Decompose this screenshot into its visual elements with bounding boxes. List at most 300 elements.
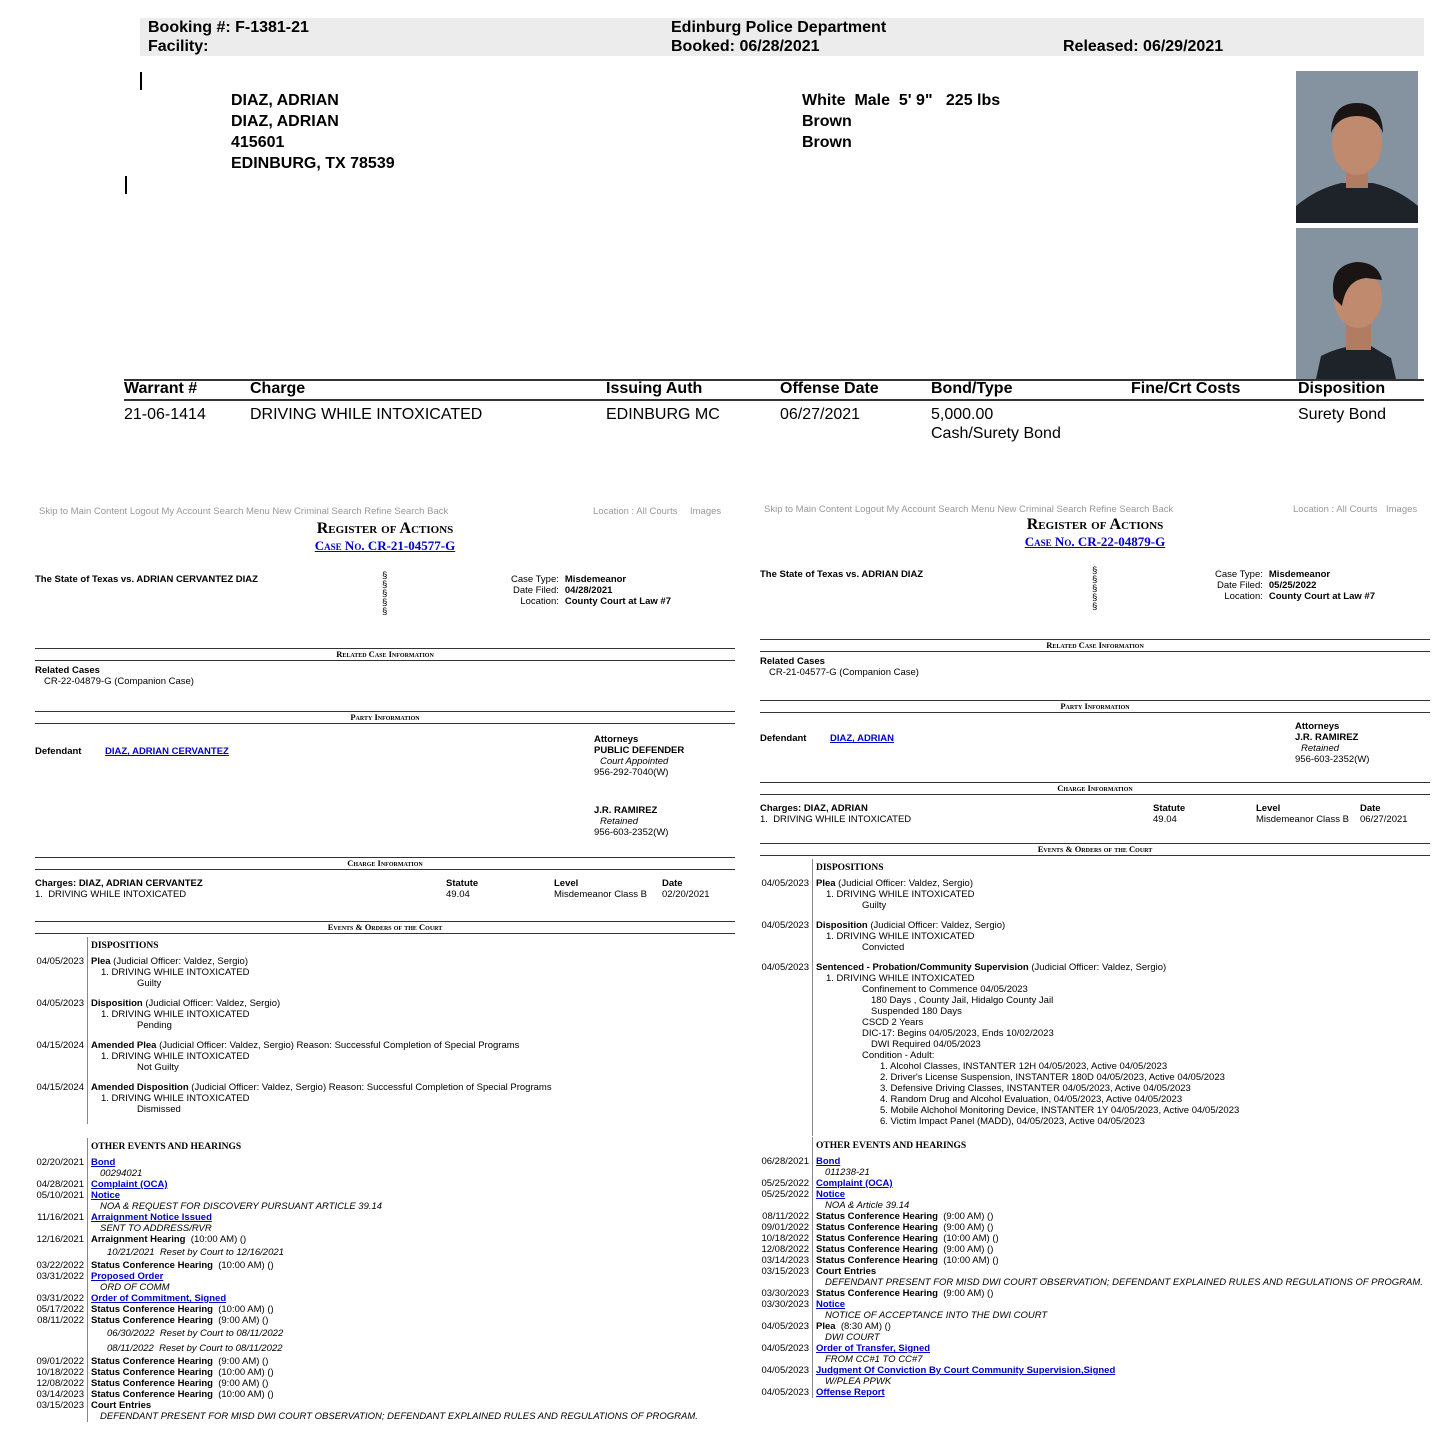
disposition-row: [35, 1040, 735, 1082]
disposition-title: Plea: [816, 878, 836, 889]
event-note: NOTICE OF ACCEPTANCE INTO THE DWI COURT: [825, 1310, 1048, 1321]
event-time: (9:00 AM) (): [212, 1315, 269, 1326]
race: White: [802, 92, 846, 109]
event-body: [812, 1255, 1430, 1266]
disposition-title-line: [91, 998, 735, 1009]
event-row: [35, 1356, 735, 1367]
disposition-body: [87, 1082, 735, 1124]
event-row: [760, 1365, 1430, 1387]
charge-level: Misdemeanor Class B: [554, 889, 647, 900]
disposition-date: 04/15/2024: [36, 1040, 84, 1051]
event-time: (9:00 AM) (): [937, 1211, 994, 1222]
events-heading: Events & Orders of the Court: [35, 921, 735, 934]
disposition-title: Amended Plea: [91, 1040, 157, 1051]
disposition-title: Disposition: [816, 920, 868, 931]
event-title-line: [91, 1293, 735, 1304]
event-date: 02/20/2021: [36, 1157, 84, 1168]
date-filed-label: Date Filed:: [512, 585, 559, 596]
dispositions-body: [87, 937, 735, 956]
images-link[interactable]: Images: [1386, 504, 1418, 515]
defendant-label: Defendant: [760, 733, 807, 744]
spacer: [760, 859, 812, 878]
event-row: [760, 1343, 1430, 1365]
attorneys-label: Attorneys: [594, 734, 639, 745]
event-date: 04/28/2021: [36, 1179, 84, 1190]
case-type-value: Misdemeanor: [1268, 569, 1331, 580]
event-date: 05/17/2022: [36, 1304, 84, 1315]
event-date: 03/22/2022: [36, 1260, 84, 1271]
event-link[interactable]: Judgment Of Conviction By Court Community Supervision,Signed: [816, 1365, 1116, 1376]
disposition-line: Guilty: [862, 900, 887, 911]
event-title-line: [816, 1189, 1430, 1200]
event-date: 03/31/2022: [36, 1293, 84, 1304]
disposition-title-line: [91, 1040, 735, 1051]
charge-name: 1. DRIVING WHILE INTOXICATED: [35, 889, 187, 900]
issuing-auth: EDINBURG MC: [606, 406, 720, 423]
other-events-body: [812, 1137, 1430, 1156]
event-row: [760, 1189, 1430, 1211]
case-type-value: Misdemeanor: [564, 574, 627, 585]
height: 5' 9": [898, 92, 933, 109]
disposition-line: Guilty: [137, 978, 162, 989]
event-row: [35, 1190, 735, 1212]
event-time: (9:00 AM) (): [212, 1356, 269, 1367]
event-body: [87, 1356, 735, 1367]
event-link[interactable]: Proposed Order: [91, 1271, 164, 1282]
event-note: SENT TO ADDRESS/RVR: [100, 1223, 212, 1234]
charge: DRIVING WHILE INTOXICATED: [250, 406, 483, 423]
event-title: Status Conference Hearing: [816, 1244, 938, 1255]
eye-color: Brown: [802, 134, 852, 151]
facility-label: Facility:: [148, 38, 209, 55]
event-title-line: [91, 1157, 735, 1168]
other-events-header: [35, 1138, 735, 1157]
event-body: [812, 1365, 1430, 1387]
disposition-title: Sentenced - Probation/Community Supervision: [816, 962, 1029, 973]
disposition-title-line: [91, 1082, 735, 1093]
event-date: 06/28/2021: [761, 1156, 809, 1167]
disposition-body: [812, 920, 1430, 962]
date-filed-value: 05/25/2022: [1268, 580, 1317, 591]
spacer: [35, 1138, 87, 1157]
disposition-line: Pending: [137, 1020, 172, 1031]
event-row: [35, 1293, 735, 1304]
event-date: 05/25/2022: [761, 1189, 809, 1200]
event-row: [760, 1244, 1430, 1255]
charge-date: 02/20/2021: [662, 889, 710, 900]
event-date: 04/05/2023: [761, 1343, 809, 1354]
event-body: [87, 1271, 735, 1293]
event-body: [812, 1222, 1430, 1233]
event-body: [87, 1389, 735, 1400]
event-date: 03/14/2023: [761, 1255, 809, 1266]
related-case-heading: Related Case Information: [760, 639, 1430, 652]
event-date: 04/05/2023: [761, 1365, 809, 1376]
nav-links[interactable]: Skip to Main Content Logout My Account Search Menu New Criminal Search Refine Search Back: [39, 506, 449, 517]
attorney-phone: 956-603-2352(W): [1295, 754, 1370, 765]
related-cases-label: Related Cases: [760, 656, 825, 667]
event-body: [87, 1157, 735, 1179]
event-row: [760, 1299, 1430, 1321]
event-body: [87, 1315, 735, 1356]
event-row: [35, 1304, 735, 1315]
event-time: (10:00 AM) (): [212, 1304, 274, 1315]
event-time: (10:00 AM) (): [212, 1367, 274, 1378]
event-body: [812, 1233, 1430, 1244]
charges-label: Charges: DIAZ, ADRIAN: [760, 803, 868, 814]
event-title-line: [91, 1271, 735, 1282]
location-link[interactable]: Location : All Courts: [1293, 504, 1378, 515]
disposition-detail: (Judicial Officer: Valdez, Sergio): [1028, 962, 1167, 973]
case-number-link[interactable]: Case No. CR-21-04577-G: [314, 538, 456, 553]
event-title: Status Conference Hearing: [816, 1211, 938, 1222]
event-date: 10/18/2022: [36, 1367, 84, 1378]
event-date: 08/11/2022: [762, 1211, 809, 1222]
event-body: [812, 1244, 1430, 1255]
disposition-line: DIC-17: Begins 04/05/2023, Ends 10/02/2023: [862, 1028, 1054, 1039]
other-events-body: [87, 1138, 735, 1157]
attorneys: [594, 734, 684, 838]
col-disposition: Disposition: [1298, 380, 1386, 397]
nav-links[interactable]: Skip to Main Content Logout My Account Search Menu New Criminal Search Refine Search Back: [764, 504, 1174, 515]
event-link[interactable]: Bond: [816, 1156, 841, 1167]
event-title-line: [91, 1378, 735, 1389]
event-note: NOA & REQUEST FOR DISCOVERY PURSUANT ARTICLE 39.14: [100, 1201, 383, 1212]
event-date: 03/15/2023: [36, 1400, 84, 1411]
event-date: 10/18/2022: [761, 1233, 809, 1244]
event-title-line: [816, 1255, 1430, 1266]
event-note: DWI COURT: [825, 1332, 880, 1343]
disposition-title: Amended Disposition: [91, 1082, 189, 1093]
person-alias: DIAZ, ADRIAN: [231, 113, 339, 130]
attorney: [594, 805, 684, 838]
event-title-line: [816, 1211, 1430, 1222]
court-location-label: Location:: [520, 596, 559, 607]
event-title-line: [816, 1178, 1430, 1189]
event-body: [812, 1321, 1430, 1343]
event-note: ORD OF COMM: [100, 1282, 170, 1293]
disposition-detail: (Judicial Officer: Valdez, Sergio) Reason: Successful Completion of Special Programs: [188, 1082, 552, 1093]
attorney-role: Court Appointed: [600, 756, 669, 767]
disposition-line: 4. Random Drug and Alcohol Evaluation, 04/05/2023, Active 04/05/2023: [880, 1094, 1183, 1105]
disposition-body: [87, 1040, 735, 1082]
event-row: [760, 1233, 1430, 1244]
booking-number: Booking #: F-1381-21: [148, 19, 309, 36]
event-title: Status Conference Hearing: [816, 1222, 938, 1233]
event-row: [35, 1378, 735, 1389]
event-date: 04/05/2023: [761, 1321, 809, 1332]
dispositions-header: [760, 859, 1430, 878]
party-info-heading: Party Information: [35, 711, 735, 724]
location-link[interactable]: Location : All Courts: [593, 506, 678, 517]
disposition-body: [812, 962, 1430, 1136]
event-body: [87, 1378, 735, 1389]
event-row: [760, 1255, 1430, 1266]
attorneys-label: Attorneys: [1295, 721, 1340, 732]
disposition-detail: (Judicial Officer: Valdez, Sergio): [142, 998, 281, 1009]
event-time: (10:00 AM) (): [937, 1233, 999, 1244]
event-title-line: [91, 1260, 735, 1271]
disposition-line: 1. DRIVING WHILE INTOXICATED: [101, 1051, 250, 1062]
event-row: [35, 1389, 735, 1400]
event-row: [35, 1315, 735, 1356]
event-title: Status Conference Hearing: [816, 1288, 938, 1299]
event-link[interactable]: Order of Transfer, Signed: [816, 1343, 931, 1354]
event-title: Plea: [816, 1321, 836, 1332]
event-link[interactable]: Arraignment Notice Issued: [91, 1212, 212, 1223]
events-heading: Events & Orders of the Court: [760, 843, 1430, 856]
disposition-line: Dismissed: [137, 1104, 181, 1115]
booked-date: Booked: 06/28/2021: [671, 38, 820, 55]
event-link[interactable]: Bond: [91, 1157, 116, 1168]
event-title-line: [91, 1234, 735, 1245]
defendant-link[interactable]: DIAZ, ADRIAN: [830, 733, 895, 744]
event-link[interactable]: Offense Report: [816, 1387, 885, 1398]
disposition-line: CSCD 2 Years: [862, 1017, 924, 1028]
disposition-body: [812, 878, 1430, 920]
event-time: (8:30 AM) (): [835, 1321, 891, 1332]
col-issuing-auth: Issuing Auth: [606, 380, 703, 397]
attorney-name: PUBLIC DEFENDER: [594, 745, 685, 756]
section-marks: § § § § §: [1092, 565, 1098, 612]
date-filed-label: Date Filed:: [1216, 580, 1263, 591]
disposition-line: 6. Victim Impact Panel (MADD), 04/05/2023, Active 04/05/2023: [880, 1116, 1145, 1127]
disposition-detail: (Judicial Officer: Valdez, Sergio): [110, 956, 248, 967]
event-title-line: [91, 1179, 735, 1190]
event-body: [87, 1304, 735, 1315]
event-time: (9:00 AM) (): [937, 1244, 994, 1255]
event-body: [812, 1288, 1430, 1299]
event-note: 00294021: [100, 1168, 143, 1179]
event-date: 12/08/2022: [761, 1244, 809, 1255]
event-title-line: [816, 1299, 1430, 1310]
spacer: [760, 1137, 812, 1156]
event-title: Court Entries: [91, 1400, 152, 1411]
court-location-value: County Court at Law #7: [564, 596, 671, 607]
event-row: [760, 1211, 1430, 1222]
event-time: (10:00 AM) (): [185, 1234, 247, 1245]
disposition-line: 5. Mobile Alchohol Monitoring Device, INSTANTER 1Y 04/05/2023, Active 04/05/2023: [880, 1105, 1240, 1116]
disposition-line: 1. DRIVING WHILE INTOXICATED: [101, 1093, 250, 1104]
dispositions-body: [812, 859, 1430, 878]
event-title: Status Conference Hearing: [91, 1315, 213, 1326]
event-row: [760, 1222, 1430, 1233]
event-date: 03/15/2023: [761, 1266, 809, 1277]
disposition-line: 1. DRIVING WHILE INTOXICATED: [826, 931, 975, 942]
disposition-title-line: [816, 962, 1430, 973]
disposition-line: DWI Required 04/05/2023: [871, 1039, 981, 1050]
event-title-line: [91, 1356, 735, 1367]
event-row: [760, 1178, 1430, 1189]
case-number-link[interactable]: Case No. CR-22-04879-G: [1024, 534, 1166, 549]
person-name: DIAZ, ADRIAN: [231, 92, 339, 109]
disposition-date: 04/05/2023: [761, 962, 809, 973]
event-reset: 06/30/2022 Reset by Court to 08/11/2022: [107, 1328, 284, 1339]
statute-header: Statute: [446, 878, 479, 889]
event-date: 08/11/2022: [37, 1315, 84, 1326]
col-offense-date: Offense Date: [780, 380, 879, 397]
event-link[interactable]: Notice: [816, 1189, 846, 1200]
col-charge: Charge: [250, 380, 306, 397]
attorney-phone: 956-603-2352(W): [594, 827, 669, 838]
disposition-date: 04/05/2023: [761, 878, 809, 889]
related-case[interactable]: CR-21-04577-G (Companion Case): [769, 667, 919, 678]
event-body: [87, 1212, 735, 1234]
event-title-line: [816, 1233, 1430, 1244]
disposition-detail: (Judicial Officer: Valdez, Sergio): [835, 878, 973, 889]
event-title-line: [816, 1156, 1430, 1167]
event-body: [812, 1178, 1430, 1189]
event-date: 09/01/2022: [761, 1222, 809, 1233]
attorneys: [1295, 721, 1369, 765]
event-row: [760, 1288, 1430, 1299]
related-cases-label: Related Cases: [35, 665, 100, 676]
event-link[interactable]: Complaint (OCA): [91, 1179, 168, 1190]
event-title: Status Conference Hearing: [91, 1367, 213, 1378]
event-link[interactable]: Order of Commitment, Signed: [91, 1293, 227, 1304]
event-title-line: [816, 1365, 1430, 1376]
weight: 225 lbs: [945, 92, 1001, 109]
related-case-heading: Related Case Information: [35, 648, 735, 661]
event-body: [812, 1189, 1430, 1211]
warrant-number: 21-06-1414: [124, 406, 206, 423]
disposition-row: [760, 878, 1430, 920]
disposition-row: [760, 920, 1430, 962]
disposition-detail: (Judicial Officer: Valdez, Sergio): [867, 920, 1006, 931]
event-row: [35, 1260, 735, 1271]
person-city: EDINBURG, TX 78539: [231, 155, 395, 172]
event-body: [812, 1299, 1430, 1321]
section-marks: § § § § §: [382, 570, 388, 617]
event-link[interactable]: Notice: [816, 1299, 846, 1310]
event-title-line: [816, 1266, 1430, 1277]
disposition-detail: (Judicial Officer: Valdez, Sergio) Reason: Successful Completion of Special Programs: [156, 1040, 520, 1051]
event-row: [35, 1212, 735, 1234]
bond-type: Cash/Surety Bond: [931, 425, 1061, 442]
charge-level: Misdemeanor Class B: [1256, 814, 1349, 825]
left-register-panel: [35, 0, 735, 1450]
date-header: Date: [1360, 803, 1381, 814]
attorney: [594, 745, 684, 778]
disposition-line: 1. DRIVING WHILE INTOXICATED: [101, 1009, 250, 1020]
disposition-date: 04/05/2023: [761, 920, 809, 931]
event-row: [35, 1271, 735, 1293]
event-body: [812, 1266, 1430, 1288]
other-events-section: [760, 1137, 1430, 1398]
col-bond-type: Bond/Type: [931, 380, 1013, 397]
page-title: Register of Actions: [316, 520, 454, 537]
event-note: NOA & Article 39.14: [825, 1200, 910, 1211]
disposition-line: 180 Days , County Jail, Hidalgo County Jail: [871, 995, 1054, 1006]
event-link[interactable]: Complaint (OCA): [816, 1178, 893, 1189]
event-note: W/PLEA PPWK: [825, 1376, 892, 1387]
disposition-date: 04/15/2024: [36, 1082, 84, 1093]
disposition-title: Plea: [91, 956, 111, 967]
other-events-header: [760, 1137, 1430, 1156]
other-events-heading: OTHER EVENTS AND HEARINGS: [816, 1141, 967, 1151]
attorney-name: J.R. RAMIREZ: [1295, 732, 1359, 743]
event-date: 03/14/2023: [36, 1389, 84, 1400]
bond-amount: 5,000.00: [931, 406, 994, 423]
disposition-title: Disposition: [91, 998, 143, 1009]
disposition: Surety Bond: [1298, 406, 1387, 423]
level-header: Level: [1256, 803, 1281, 814]
event-body: [812, 1211, 1430, 1222]
event-title-line: [816, 1288, 1430, 1299]
attorney: [1295, 732, 1369, 765]
event-row: [760, 1266, 1430, 1288]
event-body: [812, 1387, 1430, 1398]
related-case[interactable]: CR-22-04879-G (Companion Case): [44, 676, 194, 687]
event-time: (10:00 AM) (): [212, 1389, 274, 1400]
event-date: 12/08/2022: [36, 1378, 84, 1389]
dispositions-heading: DISPOSITIONS: [91, 941, 159, 951]
case-type-label: Case Type:: [511, 574, 559, 585]
defendant-link[interactable]: DIAZ, ADRIAN CERVANTEZ: [105, 746, 229, 757]
spacer: [35, 937, 87, 956]
disposition-row: [35, 998, 735, 1040]
event-note: 011238-21: [825, 1167, 870, 1178]
event-note: FROM CC#1 TO CC#7: [825, 1354, 923, 1365]
case-style: The State of Texas vs. ADRIAN DIAZ: [760, 569, 924, 580]
event-link[interactable]: Notice: [91, 1190, 121, 1201]
event-row: [35, 1400, 735, 1422]
disposition-row: [35, 956, 735, 998]
event-title: Status Conference Hearing: [91, 1304, 213, 1315]
event-time: (10:00 AM) (): [937, 1255, 999, 1266]
event-title: Status Conference Hearing: [91, 1260, 213, 1271]
disposition-title-line: [816, 920, 1430, 931]
dispositions-section: [760, 859, 1430, 1136]
event-date: 03/30/2023: [761, 1288, 809, 1299]
event-title-line: [816, 1387, 1430, 1398]
event-body: [812, 1156, 1430, 1178]
event-body: [812, 1343, 1430, 1365]
event-title: Status Conference Hearing: [816, 1255, 938, 1266]
event-body: [87, 1293, 735, 1304]
event-title-line: [91, 1400, 735, 1411]
page-title: Register of Actions: [1026, 516, 1164, 533]
other-events-heading: OTHER EVENTS AND HEARINGS: [91, 1142, 242, 1152]
event-note: DEFENDANT PRESENT FOR MISD DWI COURT OBSERVATION; DEFENDANT EXPLAINED RULES AND REGULATIONS OF PROGRAM.: [825, 1277, 1423, 1288]
event-time: (9:00 AM) (): [212, 1378, 269, 1389]
event-row: [35, 1179, 735, 1190]
disposition-line: 1. DRIVING WHILE INTOXICATED: [101, 967, 250, 978]
attorney-name: J.R. RAMIREZ: [594, 805, 658, 816]
images-link[interactable]: Images: [690, 506, 722, 517]
event-time: (10:00 AM) (): [212, 1260, 274, 1271]
date-filed-value: 04/28/2021: [564, 585, 613, 596]
disposition-body: [87, 998, 735, 1040]
event-title-line: [816, 1343, 1430, 1354]
disposition-line: 1. DRIVING WHILE INTOXICATED: [826, 889, 975, 900]
event-body: [87, 1260, 735, 1271]
dispositions-section: [35, 937, 735, 1124]
case-info: [511, 574, 671, 607]
event-title-line: [91, 1389, 735, 1400]
event-title: Status Conference Hearing: [816, 1233, 938, 1244]
case-type-label: Case Type:: [1215, 569, 1263, 580]
event-title: Arraignment Hearing: [91, 1234, 186, 1245]
event-title-line: [91, 1190, 735, 1201]
charge-date: 06/27/2021: [1360, 814, 1408, 825]
disposition-line: Suspended 180 Days: [871, 1006, 962, 1017]
event-row: [760, 1387, 1430, 1398]
event-reset: 08/11/2022 Reset by Court to 08/11/2022: [107, 1343, 283, 1354]
event-row: [35, 1234, 735, 1260]
event-row: [35, 1157, 735, 1179]
col-fine-costs: Fine/Crt Costs: [1131, 380, 1241, 397]
